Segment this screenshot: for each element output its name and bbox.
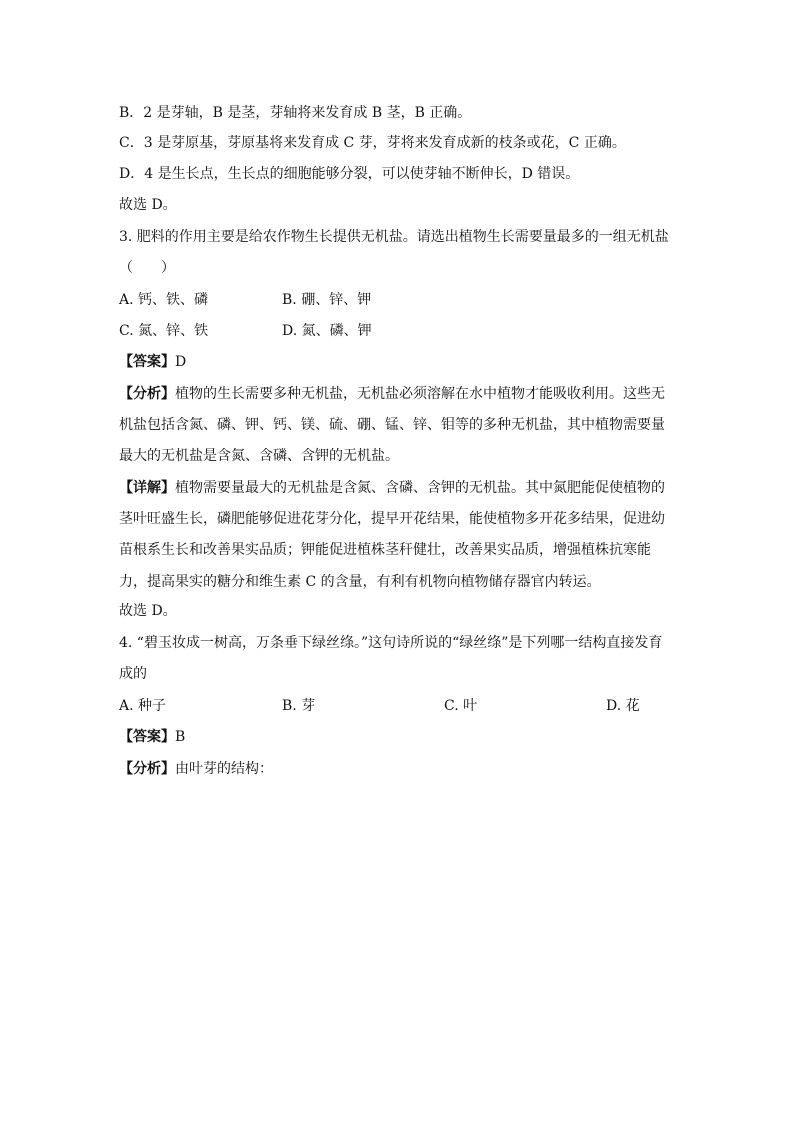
q3-stem-line2: （ ） <box>119 260 175 276</box>
detail-text: 植物需要量最大的无机盐是含氮、含磷、含钾的无机盐。其中氮肥能促使植物的 <box>175 480 665 496</box>
q3-analysis-line1 <box>119 384 665 404</box>
q3-option-c: C. 氮、锌、铁 <box>119 323 209 339</box>
q4-option-c: C. 叶 <box>444 698 478 714</box>
analysis-text: 由叶芽的结构： <box>175 761 273 777</box>
q4-option-d: D. 花 <box>606 698 640 714</box>
q3-analysis-line3: 最大的无机盐是含氮、含磷、含钾的无机盐。 <box>119 448 399 464</box>
text-line-option-b-explanation: B．2 是芽轴，B 是茎，芽轴将来发育成 B 茎，B 正确。 <box>119 105 472 121</box>
q3-detail-line3: 苗根系生长和改善果实品质；钾能促进植株茎秆健壮，改善果实品质，增强植株抗寒能 <box>119 542 651 558</box>
analysis-tag: 【分析】 <box>119 386 175 402</box>
analysis-tag: 【分析】 <box>119 761 175 777</box>
q4-option-b: B. 芽 <box>282 698 316 714</box>
q4-stem-line1: 4. “碧玉妆成一树高，万条垂下绿丝绦。”这句诗所说的“绿丝绦”是下列哪一结构直接发育 <box>119 635 663 651</box>
q3-detail-line2: 茎叶旺盛生长，磷肥能够促进花芽分化，提早开花结果，能使植物多开花多结果，促进幼 <box>119 511 665 527</box>
answer-tag: 【答案】 <box>119 354 175 370</box>
q3-stem-line1: 3. 肥料的作用主要是给农作物生长提供无机盐。请选出植物生长需要量最多的一组无机盐 <box>119 229 669 245</box>
text-line-option-c-explanation: C．3 是芽原基，芽原基将来发育成 C 芽，芽将来发育成新的枝条或花，C 正确。 <box>119 135 626 151</box>
q3-option-b: B. 硼、锌、钾 <box>282 292 372 308</box>
q4-option-a: A. 种子 <box>119 698 167 714</box>
q3-detail-line4: 力，提高果实的糖分和维生素 C 的含量，有利有机物向植物储存器官内转运。 <box>119 574 601 590</box>
q3-answer <box>119 352 186 372</box>
text-line-option-d-explanation: D．4 是生长点，生长点的细胞能够分裂，可以使芽轴不断伸长，D 错误。 <box>119 166 580 182</box>
q3-detail-line1 <box>119 478 665 498</box>
q4-stem-line2: 成的 <box>119 666 147 682</box>
q3-option-d: D. 氮、磷、钾 <box>282 323 372 339</box>
q3-option-a: A. 钙、铁、磷 <box>119 292 209 308</box>
q4-answer <box>119 727 185 747</box>
q3-analysis-line2: 机盐包括含氮、磷、钾、钙、镁、硫、硼、锰、锌、钼等的多种无机盐，其中植物需要量 <box>119 417 665 433</box>
q3-choose: 故选 D。 <box>119 603 177 619</box>
answer-value: D <box>175 354 187 370</box>
detail-tag: 【详解】 <box>119 480 175 496</box>
answer-tag: 【答案】 <box>119 729 175 745</box>
analysis-text: 植物的生长需要多种无机盐，无机盐必须溶解在水中植物才能吸收利用。这些无 <box>175 386 665 402</box>
q4-analysis-line1 <box>119 759 273 779</box>
answer-value: B <box>175 729 186 745</box>
text-line-choose: 故选 D。 <box>119 197 177 213</box>
